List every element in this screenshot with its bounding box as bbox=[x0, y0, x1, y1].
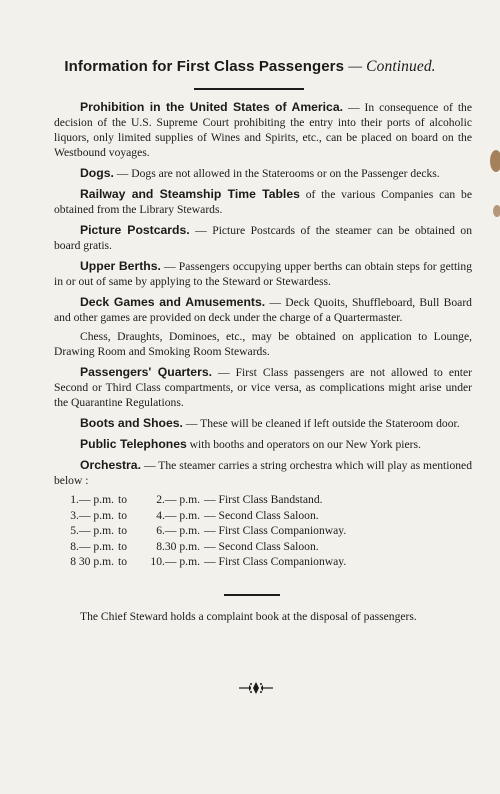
orchestra-schedule bbox=[54, 492, 472, 570]
info-body bbox=[54, 100, 472, 570]
paper-stain bbox=[490, 150, 500, 172]
schedule-row: 5.— p.m. to 6.— p.m. — First Class Companionway. bbox=[70, 524, 347, 537]
title-rule bbox=[194, 88, 304, 90]
closing-note: The Chief Steward holds a complaint book at the disposal of passengers. bbox=[80, 610, 417, 623]
fleuron-ornament-icon bbox=[238, 681, 274, 695]
section-prohibition: Prohibition in the United States of America. — In consequence of the decision of the U.S. Supreme Court prohibiting the entry into their ports of alcoholic liquors, only limited supplies of Wines and Spirits, etc., can be placed on board on the Westbound voyages. bbox=[54, 100, 472, 159]
section-upper-berths: Upper Berths. — Passengers occupying upper berths can obtain steps for getting in or out of same by applying to the Steward or Stewardess. bbox=[54, 259, 472, 288]
section-postcards: Picture Postcards. — Picture Postcards of the steamer can be obtained on board gratis. bbox=[54, 223, 472, 252]
title-continued: — Continued. bbox=[348, 58, 436, 75]
schedule-row: 1.— p.m. to 2.— p.m. — First Class Bandstand. bbox=[70, 493, 323, 506]
section-orchestra: Orchestra. — The steamer carries a string orchestra which will play as mentioned below : bbox=[54, 458, 472, 487]
paper-stain bbox=[493, 205, 500, 217]
title-main: Information for First Class Passengers bbox=[64, 58, 345, 75]
schedule-row: 8 30 p.m. to 10.— p.m. — First Class Companionway. bbox=[70, 555, 347, 568]
schedule-row: 8.— p.m. to 8.30 p.m. — Second Class Saloon. bbox=[70, 539, 319, 553]
page-title bbox=[0, 58, 500, 76]
section-passenger-quarters: Passengers' Quarters. — First Class passengers are not allowed to enter Second or Third Class compartments, or vice versa, as complications might arise under the Quarantine Regulations. bbox=[54, 365, 472, 409]
divider-rule bbox=[224, 594, 280, 596]
section-chess: Chess, Draughts, Dominoes, etc., may be obtained on application to Lounge, Drawing Room and Smoking Room Stewards. bbox=[54, 330, 472, 358]
section-deck-games: Deck Games and Amusements. — Deck Quoits, Shuffleboard, Bull Board and other games are provided on deck under the charge of a Quartermaster. bbox=[54, 295, 472, 324]
schedule-row: 3.— p.m. to 4.— p.m. — Second Class Saloon. bbox=[70, 508, 319, 522]
section-telephones: Public Telephones with booths and operators on our New York piers. bbox=[80, 437, 421, 451]
section-dogs: Dogs. — Dogs are not allowed in the Staterooms or on the Passenger decks. bbox=[80, 166, 440, 180]
section-boots-shoes: Boots and Shoes. — These will be cleaned if left outside the Stateroom door. bbox=[80, 416, 460, 430]
section-timetables: Railway and Steamship Time Tables of the various Companies can be obtained from the Library Stewards. bbox=[54, 187, 472, 216]
